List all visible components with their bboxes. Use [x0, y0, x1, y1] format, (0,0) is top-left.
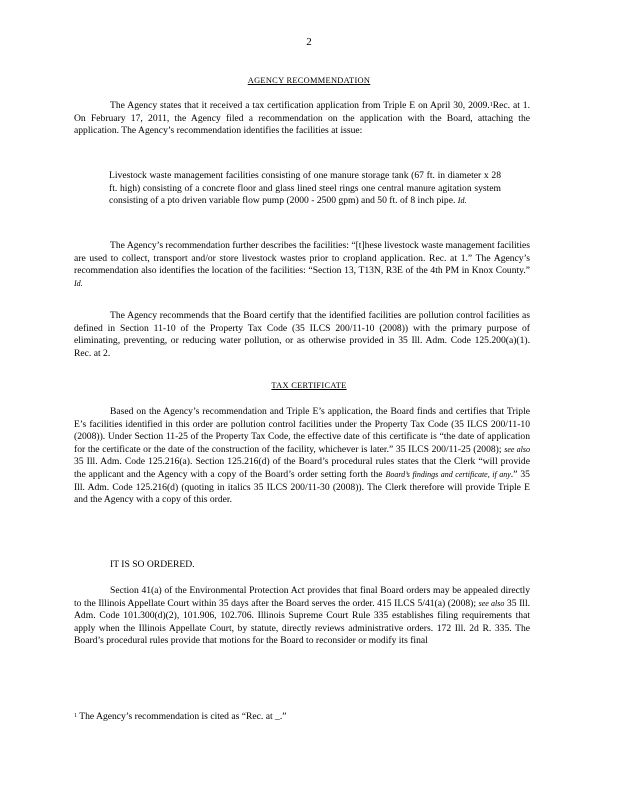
- paragraph-4: Based on the Agency’s recommendation and Triple E’s application, the Board finds and certifies that Triple E’s facilities identified in this order are pollution control facilities under the Property Tax Code (35 ILCS 200/11-10 (2008)). Under Section 11-25 of the Property Tax Code, the effective date of this certificate is “the date of application for the certificate or the date of the construction of the facility, whichever is later.” 35 ILCS 200/11-25 (2008); see also 35 Ill. Adm. Code 125.216(a). Section 125.216(d) of the Board’s procedural rules states that the Clerk “will provide the applicant and the Agency with a copy of the Board’s order setting forth the Board’s findings and certificate, if any.” 35 Ill. Adm. Code 125.216(d) (quoting in italics 35 ILCS 200/11-30 (2008)). The Clerk therefore will provide Triple E and the Agency with a copy of this order.: [74, 406, 530, 506]
- citation-id: Id.: [457, 196, 467, 206]
- footnote-marker: 1: [74, 713, 77, 719]
- paragraph-5: Section 41(a) of the Environmental Protection Act provides that final Board orders may be appealed directly to the Illinois Appellate Court within 35 days after the Board serves the order. 415 ILCS 5/41(a) (2008); see also 35 Ill. Adm. Code 101.300(d)(2), 101.906, 102.706. Illinois Supreme Court Rule 335 establishes filing requirements that apply when the Illinois Appellate Court, by statute, directly reviews administrative orders. 172 Ill. 2d R. 335. The Board’s procedural rules provide that motions for the Board to reconsider or modify its final: [74, 585, 531, 647]
- block-quote: Livestock waste management facilities consisting of one manure storage tank (67 ft. in diameter x 28 ft. high) consisting of a concrete floor and glass lined steel rings one central manure agitation system consisting of a pto driven variable flow pump (2000 - 2500 gpm) and 50 ft. of 8 inch pipe. Id.: [109, 170, 501, 207]
- footnote-reference: 1: [489, 102, 493, 108]
- paragraph-1: The Agency states that it received a tax certification application from Triple E on April 30, 2009.$^1$Rec. at 1. On February 17, 2011, the Agency filed a recommendation on the application with the Board, attaching the application. The Agency’s recommendation identifies the facilities at issue:: [74, 100, 530, 137]
- footnote-text: The Agency’s recommendation is cited as “Rec. at _.”: [79, 711, 287, 722]
- heading-tax-certificate: TAX CERTIFICATE: [271, 381, 347, 390]
- italic-quote: Board’s findings and certificate, if any: [385, 469, 511, 479]
- paragraph-2: The Agency’s recommendation further describes the facilities: “[t]hese livestock waste management facilities are used to collect, transport and/or store livestock wastes prior to cropland application. Rec. at 1.” The Agency’s recommendation also identifies the location of the facilities: “Section 13, T13N, R3E of the 4th PM in Knox County.” Id.: [74, 240, 530, 288]
- footnote: [74, 711, 530, 724]
- heading-agency-recommendation: AGENCY RECOMMENDATION: [247, 76, 371, 85]
- order-statement: IT IS SO ORDERED.: [110, 559, 195, 570]
- page-number: 2: [306, 36, 312, 48]
- paragraph-3: The Agency recommends that the Board certify that the identified facilities are pollution control facilities as defined in Section 11-10 of the Property Tax Code (35 ILCS 200/11-10 (2008)) with the primary purpose of eliminating, preventing, or reducing water pollution, or as otherwise provided in 35 Ill. Adm. Code 125.200(a)(1). Rec. at 2.: [74, 310, 530, 359]
- citation-id: Id.: [74, 278, 83, 288]
